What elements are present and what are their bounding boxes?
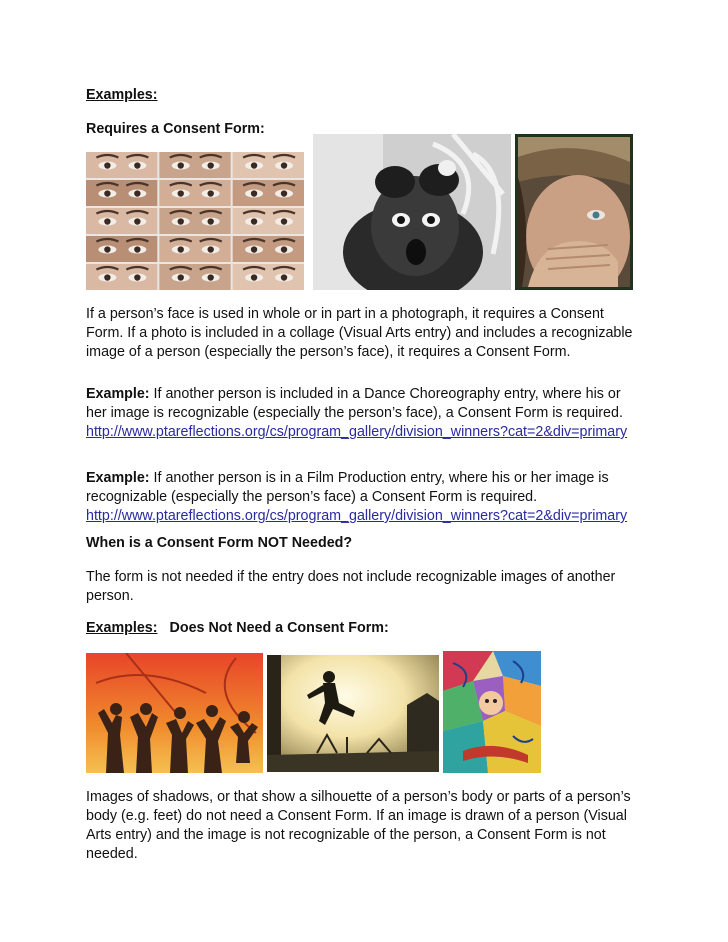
film-gallery-link[interactable]: http://www.ptareflections.org/cs/program_gallery/division_winners?cat=2&div=primary <box>86 508 628 524</box>
examples-label: Examples: <box>86 620 158 636</box>
eye-iris <box>281 246 287 252</box>
silhouettes-graphic <box>86 653 263 773</box>
colorful-drawing-graphic <box>443 651 541 773</box>
eye-iris <box>178 190 184 196</box>
eye-iris <box>104 190 110 196</box>
paragraph-line: needed. <box>86 846 138 862</box>
example-film <box>86 469 646 526</box>
jumping-silhouette-graphic <box>267 655 439 772</box>
paragraph-face-usage <box>86 305 646 362</box>
example-line <box>86 385 646 404</box>
woman-face-graphic <box>518 137 630 287</box>
example-label: Example: <box>86 386 150 402</box>
heading-examples-not-needed <box>86 619 389 638</box>
child-face-photo <box>313 134 511 290</box>
eye-iris <box>104 246 110 252</box>
eye-iris <box>104 162 110 168</box>
eyes-collage-photo <box>86 152 304 290</box>
eye-iris <box>281 190 287 196</box>
eye-iris <box>207 190 213 196</box>
eye-iris <box>134 274 140 280</box>
eye-iris <box>134 218 140 224</box>
eye-iris <box>178 162 184 168</box>
heading-requires-consent: Requires a Consent Form: <box>86 121 265 137</box>
eye-iris <box>251 190 257 196</box>
dance-gallery-link[interactable]: http://www.ptareflections.org/cs/program_gallery/division_winners?cat=2&div=primary <box>86 424 628 440</box>
paragraph-shadows <box>86 788 646 864</box>
woman-face-photo <box>515 134 633 290</box>
eye-iris <box>251 274 257 280</box>
paragraph-line: If a person’s face is used in whole or in part in a photograph, it requires a Consent <box>86 306 604 322</box>
heading-not-needed: When is a Consent Form NOT Needed? <box>86 535 353 551</box>
colorful-drawing-artwork <box>443 651 541 773</box>
eye-iris <box>134 246 140 252</box>
example-label: Example: <box>86 470 150 486</box>
eye-iris <box>281 162 287 168</box>
paragraph-not-needed <box>86 568 646 606</box>
eye-iris <box>178 246 184 252</box>
eye-iris <box>251 246 257 252</box>
eye-iris <box>207 246 213 252</box>
eye-iris <box>207 274 213 280</box>
paragraph-line: The form is not needed if the entry does not include recognizable images of another <box>86 569 616 585</box>
child-face-graphic <box>313 134 511 290</box>
eye-iris <box>207 162 213 168</box>
eye-iris <box>251 162 257 168</box>
example-dance <box>86 385 646 442</box>
paragraph-line: Arts entry) and the image is not recognizable of the person, a Consent Form is not <box>86 827 606 843</box>
eye-iris <box>104 218 110 224</box>
eye-iris <box>104 274 110 280</box>
paragraph-line: Images of shadows, or that show a silhouette of a person’s body or parts of a person’s <box>86 789 631 805</box>
eye-iris <box>178 218 184 224</box>
paragraph-line: person. <box>86 588 134 604</box>
eye-iris <box>134 190 140 196</box>
paragraph-line: body (e.g. feet) do not need a Consent Form. If an image is drawn of a person (Visual <box>86 808 627 824</box>
example-text: If another person is in a Film Production entry, where his or her image is <box>149 470 609 486</box>
jumping-silhouette-photo <box>267 655 439 772</box>
eye-iris <box>251 218 257 224</box>
eye-iris <box>281 274 287 280</box>
paragraph-line: image of a person (especially the person’s face), it requires a Consent Form. <box>86 344 571 360</box>
heading-examples: Examples: <box>86 87 158 103</box>
eye-iris <box>134 162 140 168</box>
example-text: If another person is included in a Dance Choreography entry, where his or <box>149 386 621 402</box>
example-line: recognizable (especially the person’s face) a Consent Form is required. <box>86 489 538 505</box>
eye-iris <box>281 218 287 224</box>
eyes-collage-graphic <box>86 152 304 290</box>
silhouettes-photo <box>86 653 263 773</box>
paragraph-line: Form. If a photo is included in a collage (Visual Arts entry) and includes a recognizable <box>86 325 633 341</box>
eye-iris <box>207 218 213 224</box>
example-line <box>86 469 646 488</box>
eye-iris <box>178 274 184 280</box>
does-not-need-label: Does Not Need a Consent Form: <box>169 620 389 636</box>
example-line: her image is recognizable (especially the person’s face), a Consent Form is required. <box>86 405 623 421</box>
